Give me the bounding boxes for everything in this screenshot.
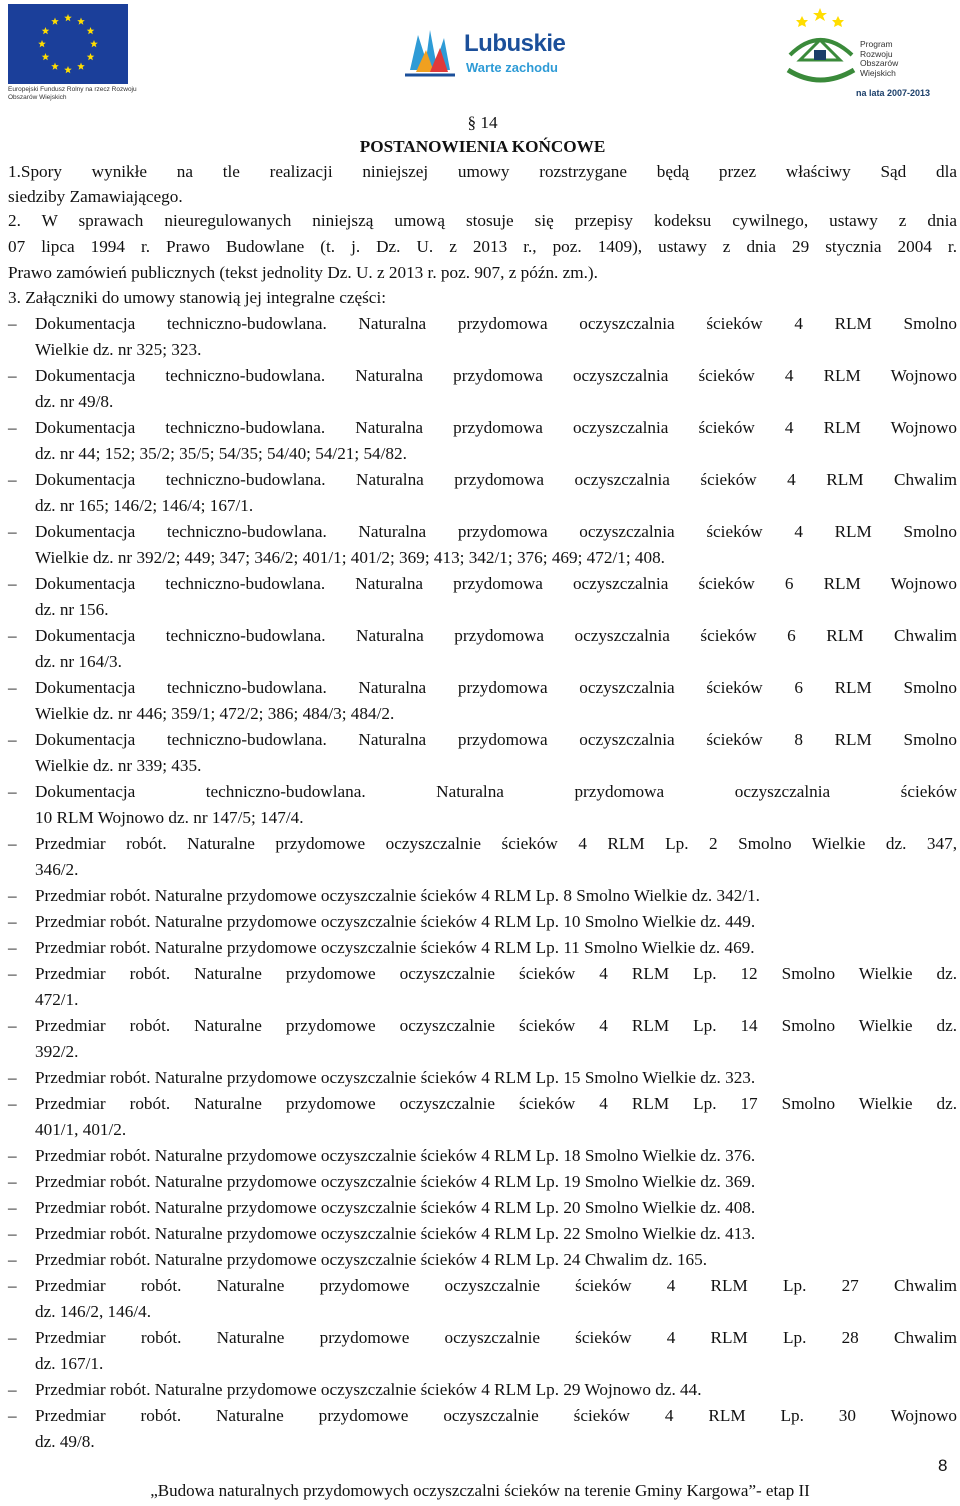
list-dash: –	[8, 1146, 17, 1165]
list-item-line-1: Przedmiar robót. Naturalne przydomowe oczyszczalnie ścieków 4 RLM Lp. 2 Smolno Wielkie dz. 347,	[35, 834, 957, 853]
list-item-line-1: Dokumentacja techniczno-budowlana. Naturalna przydomowa oczyszczalnia ścieków 6 RLM Chwalim	[35, 626, 957, 645]
list-item-line-2: 392/2.	[35, 1042, 79, 1061]
lubuskie-tagline: Warte zachodu	[466, 60, 558, 75]
list-item-line-1: Dokumentacja techniczno-budowlana. Naturalna przydomowa oczyszczalnia ścieków 4 RLM Wojnowo	[35, 366, 957, 385]
list-item-line-2: Wielkie dz. nr 392/2; 449; 347; 346/2; 401/1; 401/2; 369; 413; 342/1; 376; 469; 472/1; 408.	[35, 548, 665, 567]
list-item-line-2: dz. nr 156.	[35, 600, 109, 619]
list-item-line-1: Dokumentacja techniczno-budowlana. Naturalna przydomowa oczyszczalnia ścieków 4 RLM Chwalim	[35, 470, 957, 489]
list-item-line-1: Przedmiar robót. Naturalne przydomowe oczyszczalnie ścieków 4 RLM Lp. 30 Wojnowo	[35, 1406, 957, 1425]
list-item-line-2: dz. nr 165; 146/2; 146/4; 167/1.	[35, 496, 254, 515]
list-item-line-1: Przedmiar robót. Naturalne przydomowe oczyszczalnie ścieków 4 RLM Lp. 15 Smolno Wielkie dz. 323.	[35, 1068, 756, 1087]
paragraph-1-line-2: siedziby Zamawiającego.	[8, 187, 183, 206]
list-item-line-1: Przedmiar robót. Naturalne przydomowe oczyszczalnie ścieków 4 RLM Lp. 10 Smolno Wielkie dz. 449.	[35, 912, 756, 931]
list-dash: –	[8, 314, 17, 333]
list-item-line-2: dz. nr 164/3.	[35, 652, 122, 671]
list-dash: –	[8, 418, 17, 437]
list-dash: –	[8, 574, 17, 593]
list-item-line-1: Dokumentacja techniczno-budowlana. Naturalna przydomowa oczyszczalnia ścieków 4 RLM Smolno	[35, 522, 957, 541]
list-dash: –	[8, 964, 17, 983]
list-dash: –	[8, 1198, 17, 1217]
list-item-line-2: 401/1, 401/2.	[35, 1120, 127, 1139]
project-title-footer: „Budowa naturalnych przydomowych oczyszczalni ścieków na terenie Gminy Kargowa”- etap II	[150, 1481, 810, 1500]
paragraph-1-line-1: 1.Spory wynikłe na tle realizacji niniejszej umowy rozstrzygane będą przez właściwy Sąd dla	[8, 162, 957, 181]
list-item-line-2: dz. nr 49/8.	[35, 392, 114, 411]
list-item-line-1: Dokumentacja techniczno-budowlana. Naturalna przydomowa oczyszczalnia ścieków 4 RLM Wojnowo	[35, 418, 957, 437]
list-dash: –	[8, 626, 17, 645]
list-item-line-2: dz. nr 44; 152; 35/2; 35/5; 54/35; 54/40; 54/21; 54/82.	[35, 444, 407, 463]
paragraph-2-line-2: 07 lipca 1994 r. Prawo Budowlane (t. j. Dz. U. z 2013 r., poz. 1409), ustawy z dnia 29 stycznia 2004 r.	[8, 237, 957, 256]
page-number: 8	[938, 1456, 948, 1475]
prow-years: na lata 2007-2013	[856, 88, 931, 98]
list-dash: –	[8, 678, 17, 697]
list-item-line-2: dz. 146/2, 146/4.	[35, 1302, 152, 1321]
list-dash: –	[8, 834, 17, 853]
page-header	[0, 0, 960, 110]
list-item-line-1: Przedmiar robót. Naturalne przydomowe oczyszczalnie ścieków 4 RLM Lp. 18 Smolno Wielkie dz. 376.	[35, 1146, 756, 1165]
list-item-line-2: 10 RLM Wojnowo dz. nr 147/5; 147/4.	[35, 808, 304, 827]
list-dash: –	[8, 938, 17, 957]
paragraph-2-line-1: 2. W sprawach nieuregulowanych niniejszą umową stosuje się przepisy kodeksu cywilnego, ustawy z dnia	[8, 211, 957, 230]
list-item-line-1: Przedmiar robót. Naturalne przydomowe oczyszczalnie ścieków 4 RLM Lp. 20 Smolno Wielkie dz. 408.	[35, 1198, 756, 1217]
list-dash: –	[8, 782, 17, 801]
list-dash: –	[8, 1068, 17, 1087]
list-item-line-2: dz. 167/1.	[35, 1354, 104, 1373]
list-dash: –	[8, 366, 17, 385]
prow-logo	[780, 0, 955, 105]
list-item-line-1: Dokumentacja techniczno-budowlana. Naturalna przydomowa oczyszczalnia ścieków 6 RLM Smolno	[35, 678, 957, 697]
eu-fund-caption: Europejski Fundusz Rolny na rzecz Rozwoju Obszarów Wiejskich	[8, 86, 137, 101]
list-item-line-1: Dokumentacja techniczno-budowlana. Naturalna przydomowa oczyszczalnia ścieków 6 RLM Wojnowo	[35, 574, 957, 593]
paragraph-3: 3. Załączniki do umowy stanowią jej integralne części:	[8, 288, 386, 307]
list-item-line-2: Wielkie dz. nr 446; 359/1; 472/2; 386; 484/3; 484/2.	[35, 704, 395, 723]
list-dash: –	[8, 470, 17, 489]
list-dash: –	[8, 1328, 17, 1347]
list-item-line-1: Przedmiar robót. Naturalne przydomowe oczyszczalnie ścieków 4 RLM Lp. 17 Smolno Wielkie dz.	[35, 1094, 957, 1113]
list-item-line-1: Przedmiar robót. Naturalne przydomowe oczyszczalnie ścieków 4 RLM Lp. 29 Wojnowo dz. 44.	[35, 1380, 702, 1399]
list-dash: –	[8, 1380, 17, 1399]
list-item-line-1: Przedmiar robót. Naturalne przydomowe oczyszczalnie ścieków 4 RLM Lp. 11 Smolno Wielkie dz. 469.	[35, 938, 755, 957]
list-item-line-1: Dokumentacja techniczno-budowlana. Naturalna przydomowa oczyszczalnia ścieków	[35, 782, 957, 801]
list-item-line-2: 472/1.	[35, 990, 79, 1009]
list-dash: –	[8, 1224, 17, 1243]
list-dash: –	[8, 912, 17, 931]
list-item-line-2: 346/2.	[35, 860, 79, 879]
list-dash: –	[8, 1276, 17, 1295]
list-item-line-1: Przedmiar robót. Naturalne przydomowe oczyszczalnie ścieków 4 RLM Lp. 14 Smolno Wielkie dz.	[35, 1016, 957, 1035]
list-item-line-1: Przedmiar robót. Naturalne przydomowe oczyszczalnie ścieków 4 RLM Lp. 24 Chwalim dz. 165.	[35, 1250, 708, 1269]
list-item-line-1: Przedmiar robót. Naturalne przydomowe oczyszczalnie ścieków 4 RLM Lp. 22 Smolno Wielkie dz. 413.	[35, 1224, 756, 1243]
list-dash: –	[8, 1250, 17, 1269]
list-item-line-1: Przedmiar robót. Naturalne przydomowe oczyszczalnie ścieków 4 RLM Lp. 28 Chwalim	[35, 1328, 957, 1347]
list-dash: –	[8, 1094, 17, 1113]
lubuskie-logo	[400, 20, 600, 80]
lubuskie-emblem-icon	[400, 20, 460, 80]
list-item-line-1: Dokumentacja techniczno-budowlana. Naturalna przydomowa oczyszczalnia ścieków 4 RLM Smolno	[35, 314, 957, 333]
list-item-line-2: Wielkie dz. nr 325; 323.	[35, 340, 202, 359]
list-dash: –	[8, 1172, 17, 1191]
eu-flag-logo	[8, 4, 128, 84]
section-number: § 14	[467, 113, 498, 132]
eu-stars-icon	[8, 4, 128, 84]
list-dash: –	[8, 522, 17, 541]
list-dash: –	[8, 886, 17, 905]
section-title: POSTANOWIENIA KOŃCOWE	[359, 137, 606, 156]
list-item-line-1: Przedmiar robót. Naturalne przydomowe oczyszczalnie ścieków 4 RLM Lp. 19 Smolno Wielkie dz. 369.	[35, 1172, 756, 1191]
list-item-line-1: Przedmiar robót. Naturalne przydomowe oczyszczalnie ścieków 4 RLM Lp. 12 Smolno Wielkie dz.	[35, 964, 957, 983]
list-item-line-2: dz. 49/8.	[35, 1432, 95, 1451]
lubuskie-name: Lubuskie	[464, 30, 566, 57]
list-dash: –	[8, 1406, 17, 1425]
list-item-line-1: Przedmiar robót. Naturalne przydomowe oczyszczalnie ścieków 4 RLM Lp. 8 Smolno Wielkie dz. 342/1.	[35, 886, 760, 905]
list-dash: –	[8, 1016, 17, 1035]
list-item-line-1: Przedmiar robót. Naturalne przydomowe oczyszczalnie ścieków 4 RLM Lp. 27 Chwalim	[35, 1276, 957, 1295]
list-dash: –	[8, 730, 17, 749]
paragraph-2-line-3: Prawo zamówień publicznych (tekst jednolity Dz. U. z 2013 r. poz. 907, z późn. zm.).	[8, 263, 598, 282]
prow-text: Program Rozwoju Obszarów Wiejskich	[860, 39, 899, 78]
list-item-line-2: Wielkie dz. nr 339; 435.	[35, 756, 202, 775]
list-item-line-1: Dokumentacja techniczno-budowlana. Naturalna przydomowa oczyszczalnia ścieków 8 RLM Smolno	[35, 730, 957, 749]
prow-emblem-icon	[780, 0, 860, 90]
